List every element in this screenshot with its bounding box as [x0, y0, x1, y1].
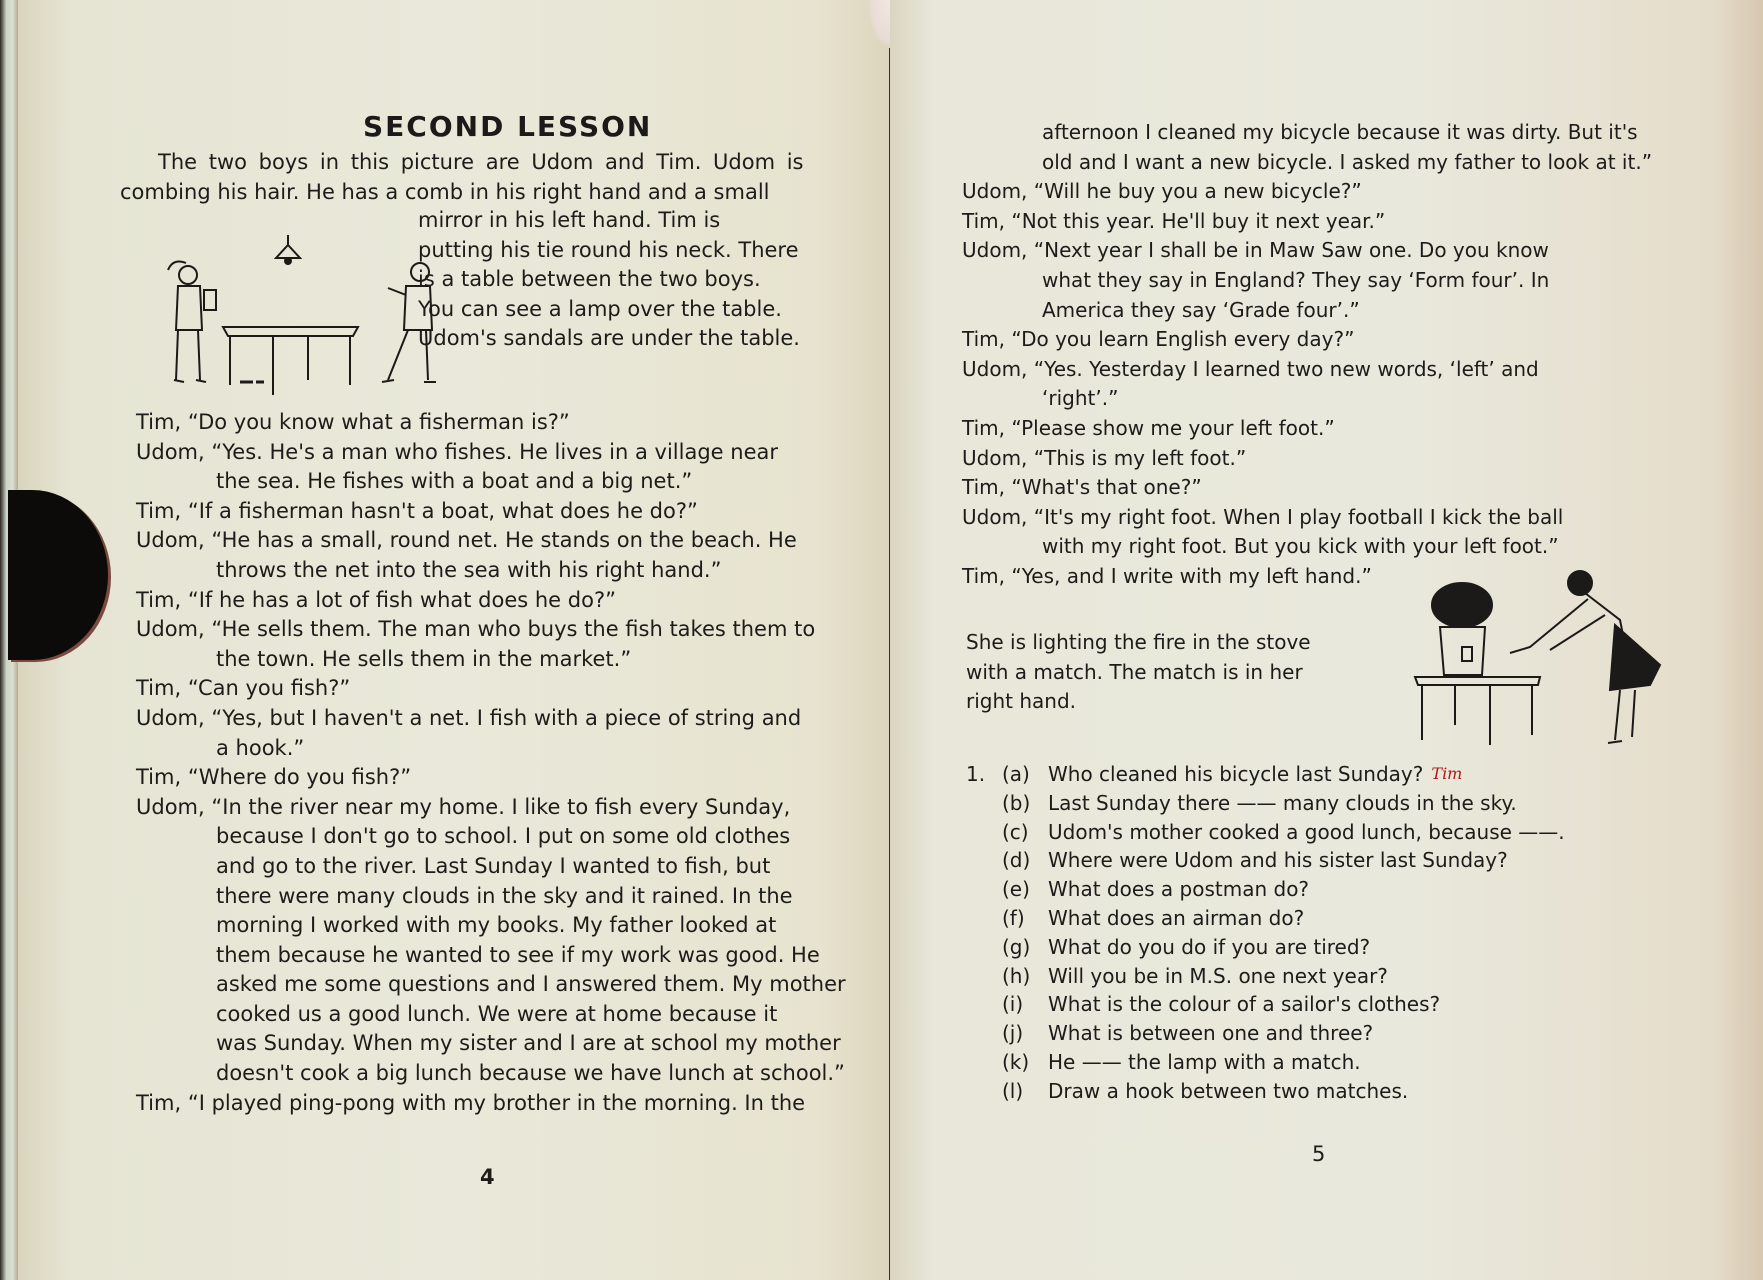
question-text: Udom's mother cooked a good lunch, because ——.: [1048, 819, 1565, 844]
dialogue-turn: [962, 503, 1652, 562]
utterance: “Yes, and I write with my left hand.”: [1011, 563, 1372, 588]
dialogue-turn: [962, 207, 1652, 237]
lesson-title: SECOND LESSON: [363, 110, 653, 143]
question-text: What do you do if you are tired?: [1048, 934, 1371, 959]
utterance-cont: was Sunday. When my sister and I are at school my mother: [216, 1031, 841, 1056]
speaker: Udom,: [136, 528, 205, 553]
question-text: Where were Udom and his sister last Sunday?: [1048, 848, 1508, 873]
question-row: [966, 1048, 1565, 1077]
stove-caption: [966, 628, 1311, 717]
question-row: [966, 1077, 1565, 1106]
speaker: Tim,: [136, 498, 182, 523]
question-row: [966, 846, 1565, 875]
utterance: “He has a small, round net. He stands on the beach. He: [211, 528, 797, 553]
speaker: Tim,: [962, 327, 1005, 352]
question-text: What is between one and three?: [1048, 1021, 1374, 1046]
speaker: Udom,: [962, 238, 1028, 263]
question-text: What is the colour of a sailor's clothes?: [1048, 992, 1441, 1017]
boys-table-drawing: [138, 230, 438, 400]
question-letter: (f): [1002, 905, 1025, 930]
question-letter: (d): [1002, 848, 1031, 873]
speaker: Tim,: [962, 475, 1005, 500]
left-dialogue: [136, 408, 846, 1118]
question-text: Will you be in M.S. one next year?: [1048, 963, 1388, 988]
utterance-cont: old and I want a new bicycle. I asked my father to look at it.”: [1042, 149, 1653, 174]
question-letter: (e): [1002, 877, 1030, 902]
question-letter: (a): [1002, 762, 1030, 786]
question-letter: (c): [1002, 819, 1029, 844]
dialogue-turn: [136, 763, 846, 793]
utterance-cont: there were many clouds in the sky and it rained. In the: [216, 883, 793, 908]
dialogue-turn: [962, 118, 1652, 177]
utterance: “Please show me your left foot.”: [1011, 415, 1335, 440]
dialogue-turn: [136, 408, 846, 438]
intro-wrapped-line: Udom's sandals are under the table.: [418, 326, 800, 351]
dialogue-turn: [136, 704, 846, 763]
dialogue-turn: [136, 793, 846, 1089]
dialogue-turn: [136, 1089, 846, 1119]
utterance: “If he has a lot of fish what does he do?”: [187, 587, 616, 612]
question-text: Who cleaned his bicycle last Sunday?: [1048, 762, 1424, 786]
utterance: “It's my right foot. When I play football I kick the ball: [1033, 504, 1564, 529]
question-letter: (j): [1002, 1021, 1024, 1046]
exercise-number: 1.: [966, 762, 986, 786]
utterance: “Not this year. He'll buy it next year.”: [1011, 208, 1386, 233]
utterance: “Yes. He's a man who fishes. He lives in a village near: [211, 439, 778, 464]
utterance-cont: asked me some questions and I answered them. My mother: [216, 972, 846, 997]
question-row: [966, 1019, 1565, 1048]
utterance: “I played ping-pong with my brother in the morning. In the: [187, 1090, 806, 1115]
stove-illustration: [1410, 565, 1680, 755]
question-text: He —— the lamp with a match.: [1048, 1049, 1361, 1074]
utterance-cont: because I don't go to school. I put on some old clothes: [216, 824, 791, 849]
question-row: [966, 990, 1565, 1019]
dialogue-turn: [962, 414, 1652, 444]
woman-stove-drawing: [1410, 565, 1680, 755]
utterance-cont: a hook.”: [216, 735, 305, 760]
speaker: Tim,: [136, 1090, 182, 1115]
dark-blot: [8, 490, 108, 660]
question-letter: (l): [1002, 1078, 1024, 1103]
dialogue-turn: [962, 355, 1652, 414]
utterance-cont: ‘right’.”: [1042, 386, 1119, 411]
speaker: Tim,: [962, 415, 1005, 440]
speaker: Tim,: [962, 208, 1005, 233]
dialogue-turn: [962, 473, 1652, 503]
question-row: [966, 875, 1565, 904]
intro-line-2: combing his hair. He has a comb in his right hand and a small: [120, 180, 770, 204]
speaker: Tim,: [136, 676, 182, 701]
dialogue-turn: [136, 526, 846, 585]
question-row: [966, 904, 1565, 933]
utterance: “Will he buy you a new bicycle?”: [1033, 179, 1362, 204]
utterance: “What's that one?”: [1011, 475, 1202, 500]
intro-wrapped-line: You can see a lamp over the table.: [418, 296, 782, 321]
right-dialogue: [962, 118, 1652, 592]
utterance: “Do you know what a fisherman is?”: [187, 410, 570, 434]
utterance: “Yes, but I haven't a net. I fish with a piece of string and: [211, 705, 802, 730]
question-row: [966, 760, 1565, 789]
utterance-cont: cooked us a good lunch. We were at home because it: [216, 1001, 778, 1026]
dialogue-turn: [136, 497, 846, 527]
speaker: Udom,: [962, 445, 1028, 470]
utterance-cont: and go to the river. Last Sunday I wanted to fish, but: [216, 853, 771, 878]
handwritten-answer: Tim: [1431, 764, 1463, 783]
question-letter: (i): [1002, 992, 1024, 1017]
utterance: “Next year I shall be in Maw Saw one. Do you know: [1033, 238, 1549, 263]
speaker: Tim,: [136, 765, 182, 790]
question-letter: (k): [1002, 1049, 1030, 1074]
speaker: Udom,: [136, 705, 205, 730]
question-row: [966, 789, 1565, 818]
page-number-left: 4: [480, 1165, 495, 1189]
question-text: Draw a hook between two matches.: [1048, 1078, 1409, 1103]
utterance-cont: the sea. He fishes with a boat and a big net.”: [216, 469, 693, 494]
utterance-cont: afternoon I cleaned my bicycle because it was dirty. But it's: [1042, 120, 1638, 144]
dialogue-turn: [136, 438, 846, 497]
question-row: [966, 933, 1565, 962]
question-text: What does an airman do?: [1048, 905, 1305, 930]
utterance-cont: the town. He sells them in the market.”: [216, 646, 632, 671]
speaker: Udom,: [962, 179, 1028, 204]
intro-wrapped-line: is a table between the two boys.: [418, 267, 761, 292]
caption-line: right hand.: [966, 689, 1077, 714]
caption-line: with a match. The match is in her: [966, 659, 1303, 684]
utterance-cont: morning I worked with my books. My father looked at: [216, 913, 777, 938]
question-letter: (b): [1002, 790, 1031, 815]
dialogue-turn: [136, 586, 846, 616]
question-row: [966, 962, 1565, 991]
speaker: Tim,: [136, 410, 182, 434]
intro-wrapped-line: putting his tie round his neck. There: [418, 237, 799, 262]
utterance: “If a fisherman hasn't a boat, what does he do?”: [187, 498, 698, 523]
speaker: Udom,: [962, 356, 1028, 381]
intro-line-1: The two boys in this picture are Udom and Tim. Udom is: [158, 150, 804, 174]
dialogue-turn: [136, 674, 846, 704]
question-text: What does a postman do?: [1048, 877, 1310, 902]
utterance-cont: what they say in England? They say ‘Form four’. In: [1042, 267, 1550, 292]
page-number-right: 5: [1312, 1142, 1326, 1166]
utterance-cont: throws the net into the sea with his right hand.”: [216, 557, 722, 582]
utterance: “He sells them. The man who buys the fish takes them to: [211, 617, 816, 642]
utterance-cont: with my right foot. But you kick with your left foot.”: [1042, 534, 1559, 559]
utterance: “Yes. Yesterday I learned two new words, ‘left’ and: [1033, 356, 1539, 381]
speaker: Udom,: [136, 439, 205, 464]
dialogue-turn: [136, 615, 846, 674]
dialogue-turn: [962, 236, 1652, 325]
speaker: Tim,: [962, 563, 1005, 588]
utterance: “In the river near my home. I like to fish every Sunday,: [211, 794, 791, 819]
utterance: “This is my left foot.”: [1033, 445, 1247, 470]
intro-wrapped-text: [418, 206, 800, 354]
left-page: [18, 0, 890, 1280]
dialogue-turn: [962, 444, 1652, 474]
intro-wrapped-line: mirror in his left hand. Tim is: [418, 208, 721, 232]
boys-table-illustration: [138, 230, 438, 400]
speaker: Udom,: [962, 504, 1028, 529]
utterance-cont: them because he wanted to see if my work was good. He: [216, 942, 820, 967]
utterance: “Can you fish?”: [187, 676, 351, 701]
utterance: “Where do you fish?”: [187, 765, 412, 790]
question-text: Last Sunday there —— many clouds in the sky.: [1048, 790, 1517, 815]
dialogue-turn: [962, 325, 1652, 355]
speaker: Udom,: [136, 617, 205, 642]
speaker: Tim,: [136, 587, 182, 612]
caption-line: She is lighting the fire in the stove: [966, 630, 1311, 654]
utterance-cont: America they say ‘Grade four’.”: [1042, 297, 1360, 322]
right-page: [890, 0, 1763, 1280]
exercise-list: [966, 760, 1565, 1106]
question-letter: (g): [1002, 934, 1031, 959]
question-letter: (h): [1002, 963, 1031, 988]
speaker: Udom,: [136, 794, 205, 819]
utterance: “Do you learn English every day?”: [1011, 327, 1355, 352]
utterance-cont: doesn't cook a big lunch because we have lunch at school.”: [216, 1061, 845, 1086]
question-row: [966, 818, 1565, 847]
dialogue-turn: [962, 177, 1652, 207]
